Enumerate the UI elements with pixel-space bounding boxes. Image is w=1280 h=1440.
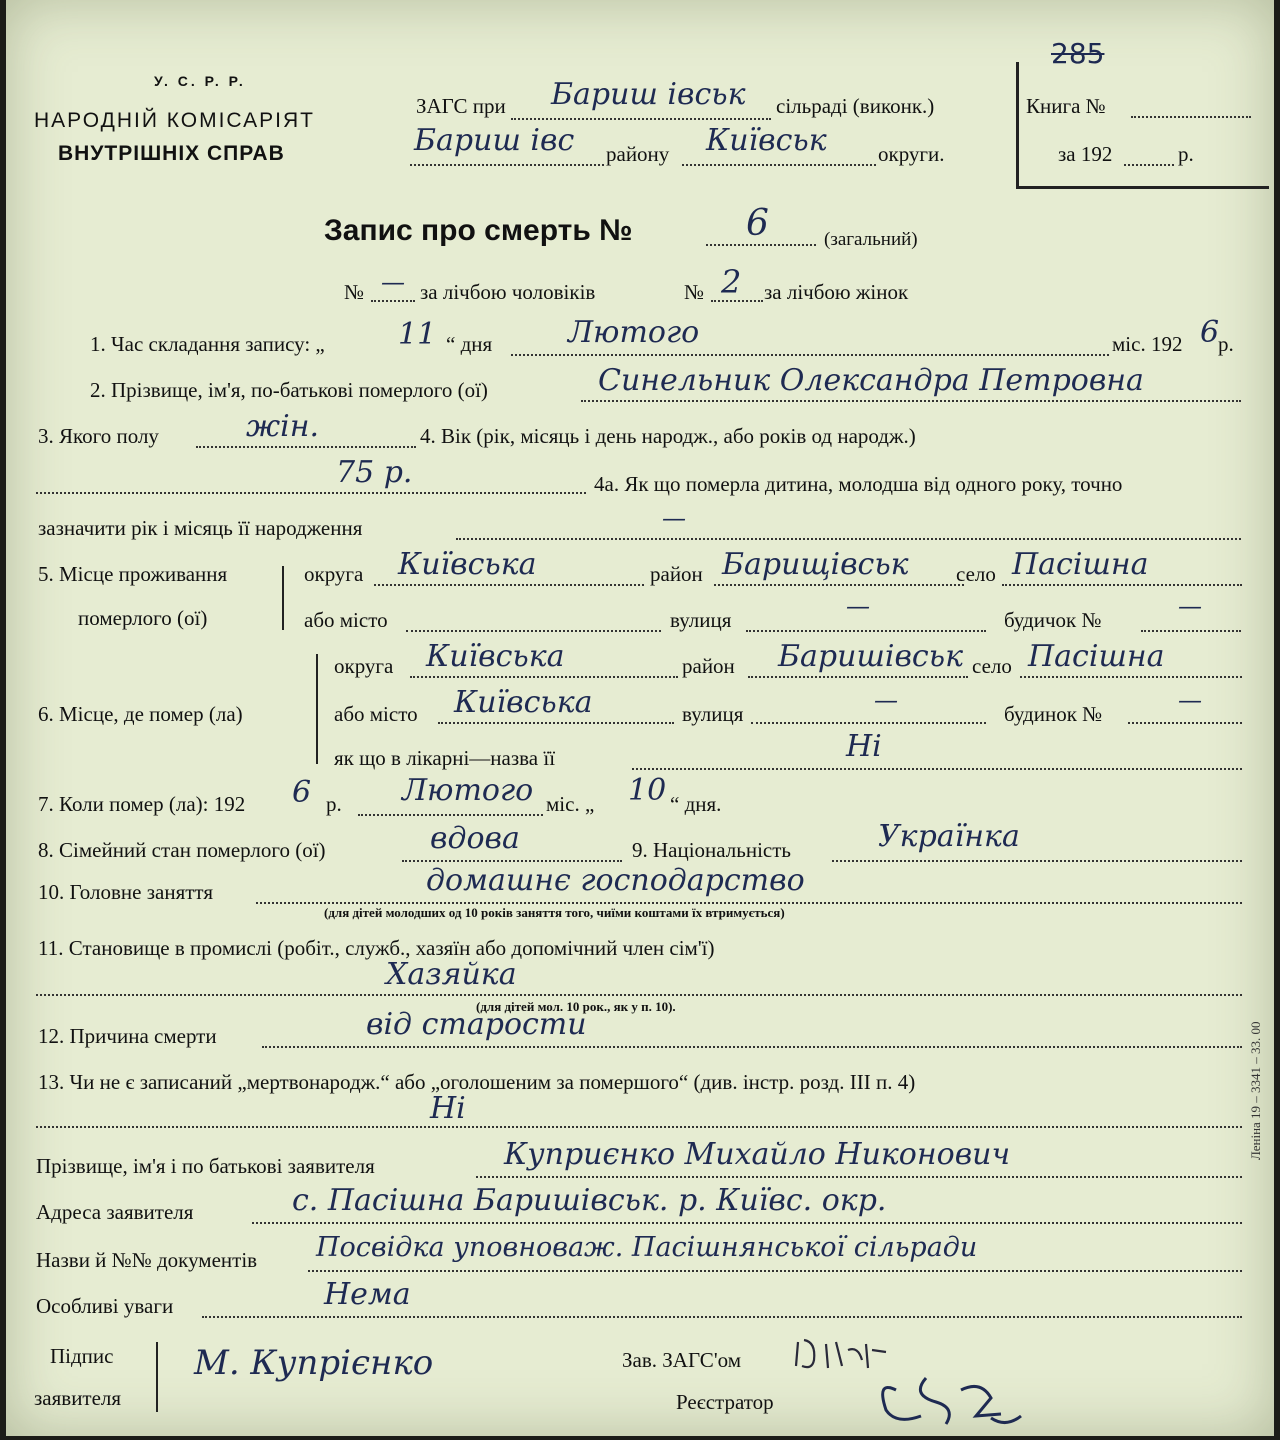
f6-likarnia: Ні [846,729,882,764]
signature-brace [156,1342,158,1412]
f5-label2: померлого (ої) [78,606,208,630]
district-line [410,164,604,166]
men-prefix: № [344,280,365,304]
f8-value: вдова [430,821,520,856]
f6-likarnia-line [632,768,1242,770]
f5-selo-line [1002,584,1242,586]
documents-line [308,1270,1242,1272]
f1-end: р. [1218,332,1234,356]
f4-value: 75 р. [336,455,413,490]
zags-value: Бариш івськ [551,77,746,112]
f7-label: 7. Коли помер (ла): 192 [38,792,246,816]
women-label: за лічбою жінок [764,280,909,304]
f1-month-suffix: міс. 192 [1112,332,1183,356]
f6-rayon-line [748,676,968,678]
f2-label: 2. Прізвище, ім'я, по-батькові померлого (ої) [90,378,488,402]
f10-note: (для дітей молодших од 10 років заняття того, чиїми коштами їх втримується) [324,905,785,920]
f13-line [36,1126,1242,1128]
applicant-address: с. Пасішна Баришівськ. р. Київс. окр. [292,1183,887,1218]
f5-selo: Пасішна [1012,547,1149,582]
book-box [1016,62,1269,189]
f6-selo-line [1020,676,1242,678]
men-line [371,300,415,302]
f7-month: Лютого [402,773,534,808]
archive-number: 285 [1051,37,1105,70]
f5-vulytsia: — [846,592,870,620]
year-suffix: р. [1178,142,1194,166]
f1-line [511,354,1109,356]
f5-budynok: — [1178,592,1202,620]
f12-label: 12. Причина смерти [38,1024,217,1048]
f5-rayon-line [714,584,964,586]
f11-line [36,994,1242,996]
f7-month-line [358,814,543,816]
f5-vulytsia-label: вулиця [670,608,732,632]
district-value: Бариш івс [414,123,575,158]
f10-line [256,902,1242,904]
notes-value: Нема [324,1277,411,1312]
f5-okruha: Київська [398,547,537,582]
f6-okruha-line [410,676,678,678]
f6-misto: Київська [454,685,593,720]
okruha-value: Київськ [706,123,827,158]
f10-label: 10. Головне заняття [38,880,213,904]
f6-okruha-label: округа [334,654,394,678]
year-label: за 192 [1058,142,1113,166]
f6-label: 6. Місце, де помер (ла) [38,702,243,726]
f8-line [402,860,622,862]
zags-line [511,118,771,120]
f6-budynok-line [1128,722,1242,724]
department-label: ВНУТРІШНІХ СПРАВ [58,142,285,165]
record-number: 6 [746,203,769,244]
f2-value: Синельник Олександра Петровна [598,363,1144,398]
f5-label: 5. Місце проживання [38,562,228,586]
f1-day: 11 [398,317,437,352]
f6-rayon-label: район [682,654,735,678]
women-prefix: № [684,280,705,304]
book-label: Книга № [1026,94,1106,118]
f6-budynok-label: будинок № [1004,702,1103,726]
f6-misto-label: або місто [334,702,418,726]
f13-value: Ні [430,1091,466,1126]
f4a-value: — [662,504,686,532]
year-line [1124,164,1174,166]
signature-label-1: Підпис [50,1344,114,1368]
f3-label: 3. Якого полу [38,424,159,448]
f6-vulytsia-label: вулиця [682,702,744,726]
f6-budynok: — [1178,686,1202,714]
registry-form [6,0,1274,1436]
zags-head-label: Зав. ЗАГС'ом [622,1348,741,1372]
book-line [1131,116,1251,118]
men-label: за лічбою чоловіків [420,280,596,304]
f2-line [581,400,1241,402]
record-number-line [706,244,816,246]
applicant-address-label: Адреса заявителя [36,1200,194,1224]
f5-rayon: Барищівськ [722,547,909,582]
okruha-line [682,164,876,166]
f7-day: 10 [628,773,667,808]
f5-rayon-label: район [650,562,703,586]
margin-stamp: Леніна 19 – 3341 – 33. 00 [1248,1021,1263,1160]
f6-likarnia-label: як що в лікарні—назва її [334,746,556,770]
f4-label: 4. Вік (рік, місяць і день народж., або років од народж.) [420,424,916,448]
f5-misto-line [406,630,661,632]
documents-value: Посвідка уповноваж. Пасішнянської сільради [316,1232,978,1263]
f9-line [832,860,1242,862]
applicant-name-label: Прізвище, ім'я і по батькові заявителя [36,1154,375,1178]
zags-label: ЗАГС при [416,94,506,118]
f4a-line [456,538,1241,540]
f5-budynok-label: будичок № [1004,608,1102,632]
f11-note: (для дітей мол. 10 рок., як у п. 10). [476,999,676,1014]
men-value: — [381,268,405,296]
f3-line [196,446,416,448]
f5-budynok-line [1141,630,1241,632]
f5-okruha-line [374,584,644,586]
f7-end: “ дня. [670,792,722,816]
f8-label: 8. Сімейний стан померлого (ої) [38,838,326,862]
registrar-label: Реєстратор [676,1390,774,1414]
f5-misto-label: або місто [304,608,388,632]
district-label: району [606,142,670,166]
f1-day-suffix: “ дня [446,332,493,356]
f11-label: 11. Становище в промислі (робіт., служб., хазяїн або допомічний член сім'ї) [38,936,715,960]
f10-value: домашнє господарство [426,863,805,898]
f5-brace [282,566,284,630]
f7-year: 6 [292,775,312,810]
silrada-label: сільраді (виконк.) [776,94,935,118]
f6-vulytsia: — [874,686,898,714]
women-value: 2 [721,263,742,301]
notes-line [202,1316,1242,1318]
f12-line [262,1046,1242,1048]
f4-line [36,492,586,494]
f4a-label2: зазначити рік і місяць її народження [38,516,363,540]
okruha-label: округи. [878,142,945,166]
commissariat-label: НАРОДНІЙ КОМІСАРІЯТ [34,109,315,132]
f6-selo-label: село [972,654,1012,678]
applicant-signature: М. Купрієнко [194,1343,434,1383]
f1-month: Лютого [568,315,700,350]
f1-year: 6 [1200,315,1220,350]
f6-okruha: Київська [426,639,565,674]
f6-vulytsia-line [751,722,986,724]
f3-value: жін. [246,409,319,444]
general-label: (загальний) [824,229,918,250]
applicant-name-line [476,1176,1242,1178]
f5-selo-label: село [956,562,996,586]
f13-label: 13. Чи не є записаний „мертвонародж.“ або „оголошеним за помершого“ (див. інстр. розд. III п. 4) [38,1070,916,1094]
f11-value: Хазяйка [386,957,517,992]
f9-value: Українка [878,819,1020,854]
f1-label: 1. Час складання запису: „ [90,332,325,356]
f5-vulytsia-line [746,630,986,632]
registrar-signatures [786,1320,1106,1436]
f9-label: 9. Національність [632,838,792,862]
ussr-label: У. С. Р. Р. [154,73,246,89]
f6-brace [316,654,318,764]
documents-label: Назви й №№ документів [36,1248,258,1272]
f7-mis: міс. „ [546,792,595,816]
record-title: Запис про смерть № [324,214,633,247]
applicant-name: Куприєнко Михайло Никонович [504,1137,1011,1172]
f12-value: від старости [366,1007,587,1042]
signature-label-2: заявителя [34,1386,122,1410]
notes-label: Особливі уваги [36,1294,174,1318]
f4a-label: 4а. Як що померла дитина, молодша від одного року, точно [594,472,1123,496]
f5-okruha-label: округа [304,562,364,586]
f6-misto-line [438,722,674,724]
f7-r: р. [326,792,342,816]
f6-selo: Пасішна [1028,639,1165,674]
applicant-address-line [252,1222,1242,1224]
f6-rayon: Баришівськ [778,639,963,674]
